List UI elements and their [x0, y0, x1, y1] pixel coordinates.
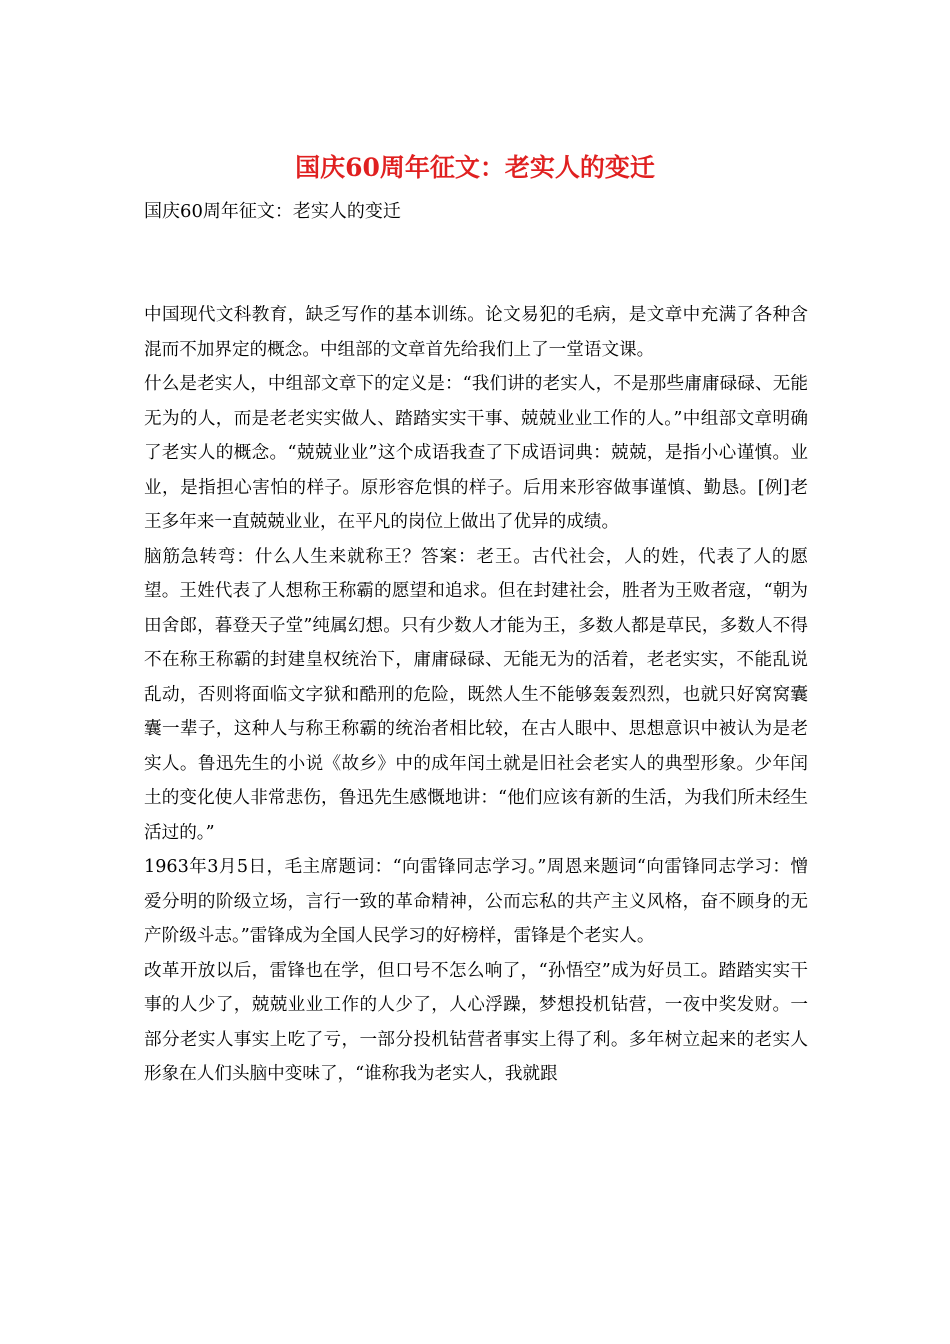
document-body	[144, 298, 808, 1092]
body-paragraph: 中国现代文科教育，缺乏写作的基本训练。论文易犯的毛病，是文章中充满了各种含混而不加界定的概念。中组部的文章首先给我们上了一堂语文课。	[144, 305, 808, 360]
body-paragraph: 改革开放以后，雷锋也在学，但口号不怎么响了，“孙悟空”成为好员工。踏踏实实干事的人少了，兢兢业业工作的人少了，人心浮躁，梦想投机钻营，一夜中奖发财。一部分老实人事实上吃了亏，一部分投机钻营者事实上得了利。多年树立起来的老实人形象在人们头脑中变味了，“谁称我为老实人，我就跟	[144, 960, 808, 1084]
body-paragraph: 脑筋急转弯：什么人生来就称王？答案：老王。古代社会，人的姓，代表了人的愿望。王姓代表了人想称王称霸的愿望和追求。但在封建社会，胜者为王败者寇，“朝为田舍郎，暮登天子堂”纯属幻想。只有少数人才能为王，多数人都是草民，多数人不得不在称王称霸的封建皇权统治下，庸庸碌碌、无能无为的活着，老老实实，不能乱说乱动，否则将面临文字狱和酷刑的危险，既然人生不能够轰轰烈烈，也就只好窝窝囊囊一辈子，这种人与称王称霸的统治者相比较，在古人眼中、思想意识中被认为是老实人。鲁迅先生的小说《故乡》中的成年闰土就是旧社会老实人的典型形象。少年闰土的变化使人非常悲伤，鲁迅先生感慨地讲：“他们应该有新的生活，为我们所未经生活过的。”	[144, 546, 808, 843]
body-paragraph: 什么是老实人，中组部文章下的定义是：“我们讲的老实人，不是那些庸庸碌碌、无能无为的人，而是老老实实做人、踏踏实实干事、兢兢业业工作的人。”中组部文章明确了老实人的概念。“兢兢业业”这个成语我查了下成语词典：兢兢，是指小心谨慎。业业，是指担心害怕的样子。原形容危惧的样子。后用来形容做事谨慎、勤恳。[例]老王多年来一直兢兢业业，在平凡的岗位上做出了优异的成绩。	[144, 374, 808, 532]
body-paragraph: 1963年3月5日，毛主席题词：“向雷锋同志学习。”周恩来题词“向雷锋同志学习：憎爱分明的阶级立场，言行一致的革命精神，公而忘私的共产主义风格，奋不顾身的无产阶级斗志。”雷锋成为全国人民学习的好榜样，雷锋是个老实人。	[144, 857, 808, 946]
document-title: 国庆60周年征文：老实人的变迁	[295, 153, 655, 182]
document-subtitle: 国庆60周年征文：老实人的变迁	[144, 201, 401, 222]
